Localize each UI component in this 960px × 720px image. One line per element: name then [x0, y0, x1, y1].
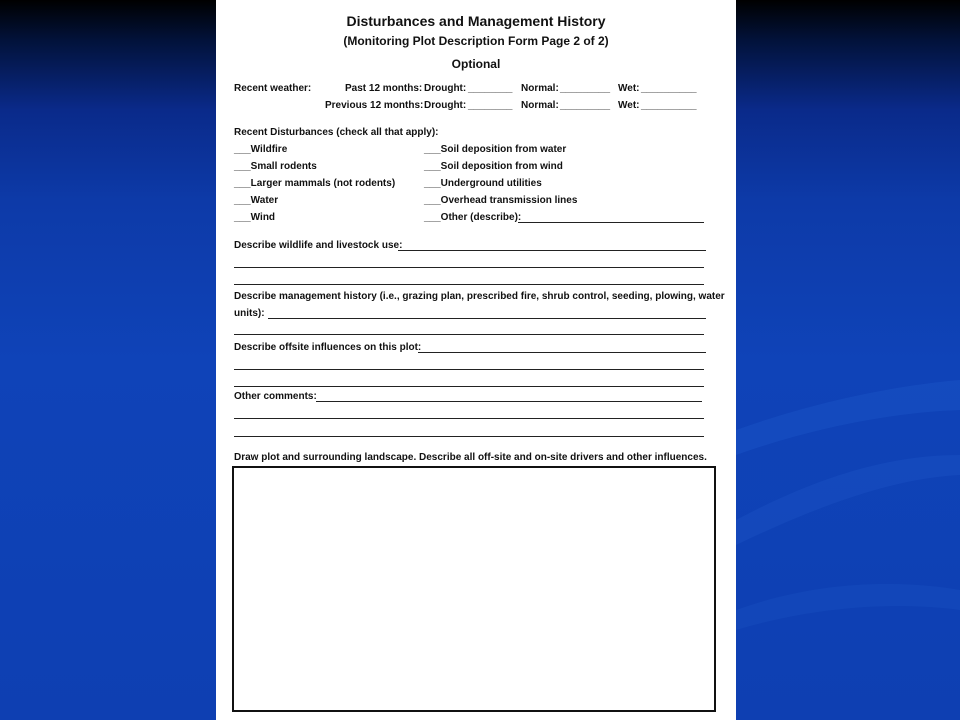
offsite-line[interactable] — [418, 352, 706, 353]
checkbox-other[interactable]: ___Other (describe): — [424, 212, 522, 223]
comments-line[interactable] — [234, 436, 704, 437]
wet-blank[interactable]: __________ — [641, 100, 697, 111]
offsite-label: Describe offsite influences on this plot: — [234, 342, 422, 353]
normal-label: Normal: — [521, 100, 559, 111]
wildlife-line[interactable] — [234, 284, 704, 285]
management-line[interactable] — [234, 334, 704, 335]
comments-line[interactable] — [234, 418, 704, 419]
checkbox-soil-wind[interactable]: ___Soil deposition from wind — [424, 161, 563, 172]
checkbox-wind[interactable]: ___Wind — [234, 212, 276, 223]
recent-weather-label: Recent weather: — [234, 83, 312, 94]
wet-blank[interactable]: __________ — [641, 83, 697, 94]
drought-blank[interactable]: ________ — [468, 100, 513, 111]
management-line[interactable] — [268, 318, 706, 319]
drawing-box[interactable] — [232, 466, 716, 712]
wildlife-line[interactable] — [398, 250, 706, 251]
offsite-line[interactable] — [234, 386, 704, 387]
drought-blank[interactable]: ________ — [468, 83, 513, 94]
normal-label: Normal: — [521, 83, 559, 94]
checkbox-underground-utilities[interactable]: ___Underground utilities — [424, 178, 542, 189]
checkbox-overhead-lines[interactable]: ___Overhead transmission lines — [424, 195, 578, 206]
normal-blank[interactable]: _________ — [560, 100, 611, 111]
form-page — [216, 0, 736, 720]
comments-label: Other comments: — [234, 391, 317, 402]
normal-blank[interactable]: _________ — [560, 83, 611, 94]
drought-label: Drought: — [424, 83, 467, 94]
checkbox-wildfire[interactable]: ___Wildfire — [234, 144, 288, 155]
optional-label: Optional — [451, 57, 501, 71]
checkbox-soil-water[interactable]: ___Soil deposition from water — [424, 144, 567, 155]
other-describe-line[interactable] — [518, 222, 704, 223]
wet-label: Wet: — [618, 100, 640, 111]
wildlife-label: Describe wildlife and livestock use: — [234, 240, 403, 251]
draw-instructions: Draw plot and surrounding landscape. Describe all off-site and on-site drivers and other influences. — [234, 452, 707, 463]
management-label: Describe management history (i.e., grazing plan, prescribed fire, shrub control, seeding, plowing, water — [234, 291, 725, 302]
wildlife-line[interactable] — [234, 267, 704, 268]
offsite-line[interactable] — [234, 369, 704, 370]
past-12-months-label: Past 12 months: — [345, 83, 423, 94]
checkbox-water[interactable]: ___Water — [234, 195, 279, 206]
checkbox-larger-mammals[interactable]: ___Larger mammals (not rodents) — [234, 178, 396, 189]
disturbances-heading: Recent Disturbances (check all that apply): — [234, 127, 439, 138]
management-label-units: units): — [234, 308, 265, 319]
wet-label: Wet: — [618, 83, 640, 94]
comments-line[interactable] — [316, 401, 702, 402]
drought-label: Drought: — [424, 100, 467, 111]
previous-12-months-label: Previous 12 months: — [325, 100, 424, 111]
checkbox-small-rodents[interactable]: ___Small rodents — [234, 161, 317, 172]
form-title: Disturbances and Management History — [346, 13, 606, 29]
form-subtitle: (Monitoring Plot Description Form Page 2 of 2) — [343, 34, 609, 48]
